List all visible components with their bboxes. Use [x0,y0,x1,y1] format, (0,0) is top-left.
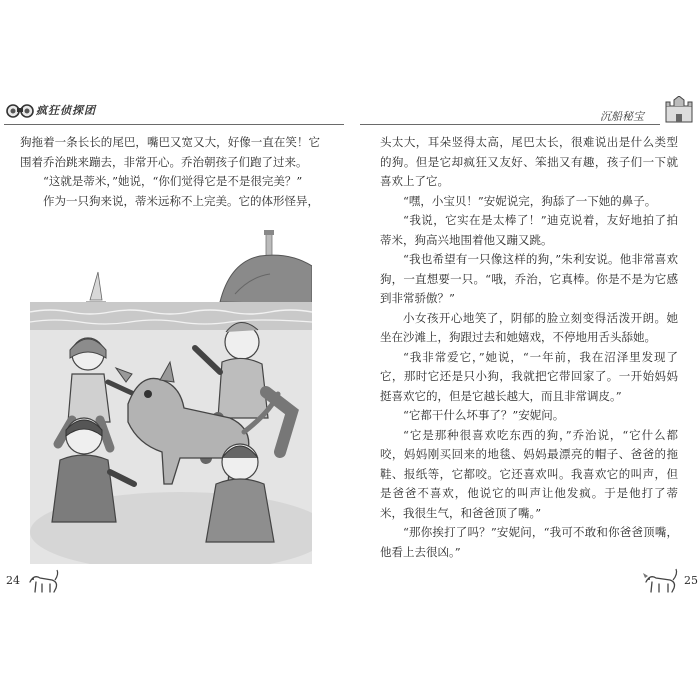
series-title: 疯狂侦探团 [36,104,96,117]
paragraph: 狗拖着一条长长的尾巴，嘴巴又宽又大，好像一直在笑！它围着乔治跳来蹦去，非常开心。乔治朝孩子们跑了过来。 [20,135,320,169]
header-rule [360,124,660,125]
paragraph: “我也希望有一只像这样的狗，”朱利安说。他非常喜欢狗，一直想要一只。“哦，乔治，它真棒。你是不是为它感到非常骄傲？” [380,252,678,305]
paragraph: 头太大，耳朵竖得太高，尾巴太长，很难说出是什么类型的狗。但是它却疯狂又友好、笨拙又有趣，孩子们一下就喜欢上了它。 [380,135,678,188]
paragraph: 小女孩开心地笑了，阴郁的脸立刻变得活泼开朗。她坐在沙滩上，狗跟过去和她嬉戏，不停地用舌头舔她。 [380,310,678,344]
paragraph: “它都干什么坏事了？”安妮问。 [403,408,565,422]
paragraph: 作为一只狗来说，蒂米远称不上完美。它的体形怪异， [43,193,319,208]
right-page [350,0,700,700]
dog-icon [26,568,60,594]
left-body-text [20,133,320,211]
paragraph: “那你挨打了吗？”安妮问，“我可不敢和你爸爸顶嘴，他看上去很凶。” [380,525,678,559]
page-number: 25 [684,574,698,587]
paragraph: “嘿，小宝贝！”安妮说完，狗舔了一下她的鼻子。 [403,193,657,208]
right-body-text [380,133,678,562]
chapter-title: 沉船秘宝 [600,110,644,123]
paragraph: “我说，它实在是太棒了！”迪克说着，友好地拍了拍蒂米，狗高兴地围着他又蹦又跳。 [380,213,678,247]
binoculars-icon [6,100,34,120]
header-rule [4,124,344,125]
beach-illustration [30,222,312,564]
paragraph: “这就是蒂米，”她说，“你们觉得它是不是很完美？” [43,174,303,188]
paragraph: “我非常爱它，”她说，“一年前，我在沼泽里发现了它，那时它还是只小狗，我就把它带回家了。一开始妈妈挺喜欢它的，但是它越长越大，而且非常调皮。” [380,349,678,403]
castle-icon [662,96,696,124]
paragraph: “它是那种很喜欢吃东西的狗，”乔治说，“它什么都咬，妈妈刚买回来的地毯、妈妈最漂亮的帽子、爸爸的拖鞋、报纸等，它都咬。它还喜欢叫。我喜欢它的叫声，但是爸爸不喜欢，他说它的叫声让他发疯。于是他打了蒂米，我很生气，和爸爸顶了嘴。” [380,427,678,520]
dog-icon [642,566,680,594]
page-number: 24 [6,574,20,587]
